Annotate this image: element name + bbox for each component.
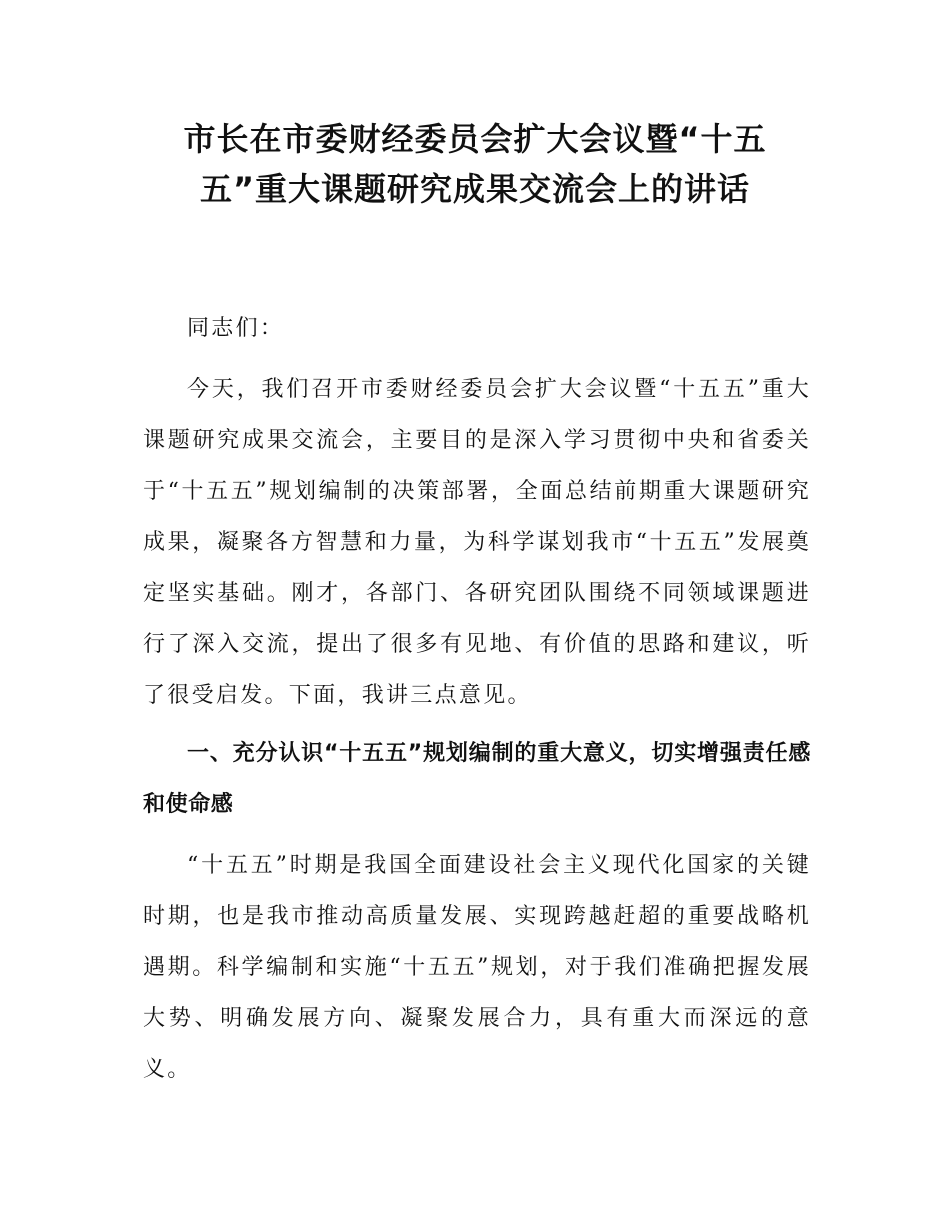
document-title-line-2: 五”重大课题研究成果交流会上的讲话: [199, 170, 751, 208]
greeting: 同志们：: [187, 316, 285, 341]
document-title: [120, 114, 830, 214]
document-title-line-1: 市长在市委财经委员会扩大会议暨“十五: [183, 120, 767, 158]
paragraph-section-1: “十五五”时期是我国全面建设社会主义现代化国家的关键时期，也是我市推动高质量发展、实现跨越赶超的重要战略机遇期。科学编制和实施“十五五”规划，对于我们准确把握发展大势、明确发展方向、凝聚发展合力，具有重大而深远的意义。: [143, 853, 811, 1082]
paragraph-opening: 今天，我们召开市委财经委员会扩大会议暨“十五五”重大课题研究成果交流会，主要目的是深入学习贯彻中央和省委关于“十五五”规划编制的决策部署，全面总结前期重大课题研究成果，凝聚各方智慧和力量，为科学谋划我市“十五五”发展奠定坚实基础。刚才，各部门、各研究团队围绕不同领域课题进行了深入交流，提出了很多有见地、有价值的思路和建议，听了很受启发。下面，我讲三点意见。: [143, 377, 811, 708]
section-heading-1: 一、充分认识“十五五”规划编制的重大意义，切实增强责任感和使命感: [143, 741, 811, 817]
